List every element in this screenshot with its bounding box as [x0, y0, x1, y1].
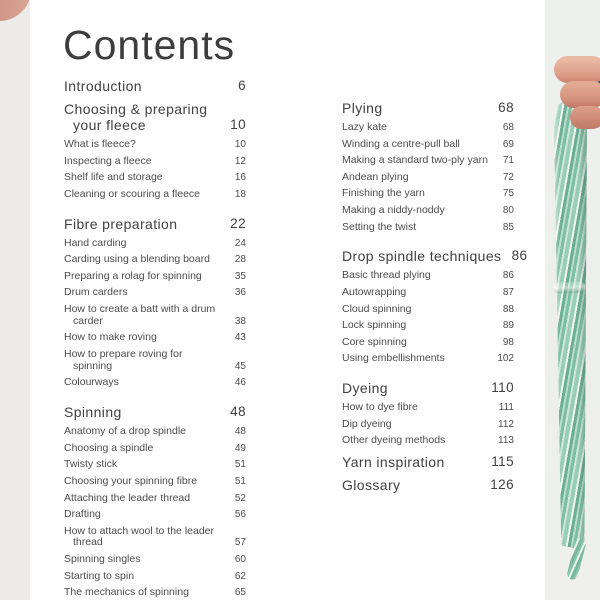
toc-heading: [64, 216, 246, 232]
toc-entry-page: 38: [234, 315, 246, 327]
toc-entry-label: Finishing the yarn: [342, 187, 425, 200]
toc-entry-label: Basic thread plying: [342, 269, 431, 282]
toc-entry: [342, 402, 514, 414]
toc-entry-page: 86: [511, 248, 528, 264]
toc-entry: [342, 304, 514, 316]
toc-entry-label: Attaching the leader thread: [64, 491, 191, 504]
toc-entry: [64, 571, 246, 583]
toc-entry-label: How to prepare roving for spinning: [64, 347, 183, 372]
toc-entry-label: Choosing a spindle: [64, 441, 154, 454]
toc-entry-page: 10: [234, 139, 246, 150]
toc-entry-page: 71: [502, 155, 514, 167]
toc-entry-page: 22: [230, 215, 246, 231]
book-page-edge: [0, 0, 30, 600]
toc-entry-label: Dyeing: [342, 380, 388, 397]
toc-entry-label: Lazy kate: [342, 121, 387, 133]
toc-entry-label: Dip dyeing: [342, 417, 392, 430]
toc-entry-label: Other dyeing methods: [342, 434, 446, 447]
toc-entry: [64, 271, 246, 283]
toc-heading: [342, 477, 514, 493]
toc-entry: [342, 270, 514, 282]
toc-entry-page: 48: [234, 426, 246, 438]
toc-entry-page: 60: [234, 554, 246, 566]
toc-entry: [342, 122, 514, 134]
toc-heading: [342, 380, 514, 396]
toc-entry: [342, 205, 514, 217]
book-page: [30, 0, 545, 600]
toc-entry-label: How to dye fibre: [342, 401, 418, 414]
toc-entry-page: 80: [502, 204, 514, 216]
toc-entry-page: 62: [234, 570, 246, 582]
toc-entry-label: Plying: [342, 100, 383, 116]
toc-entry-label: Preparing a rolag for spinning: [64, 269, 202, 282]
toc-entry-label: Andean plying: [342, 170, 409, 183]
toc-entry: [342, 287, 514, 299]
toc-heading: [64, 404, 246, 420]
toc-entry-page: 65: [234, 587, 246, 599]
toc-entry-page: 6: [238, 78, 246, 93]
toc-entry-label: Starting to spin: [64, 569, 135, 582]
toc-entry: [64, 443, 246, 455]
toc-entry-label: Choosing & preparing your fleece: [64, 101, 208, 133]
toc-entry-page: 110: [491, 380, 514, 396]
toc-entry-label: How to attach wool to the leader thread: [64, 524, 215, 549]
toc-entry: [342, 222, 514, 234]
toc-entry-page: 112: [498, 418, 514, 430]
toc-entry-label: Making a niddy-noddy: [342, 203, 445, 216]
toc-entry-label: Spinning: [64, 404, 122, 421]
toc-entry: [342, 188, 514, 200]
toc-entry-label: Cleaning or scouring a fleece: [64, 187, 200, 200]
toc-entry-label: Autowrapping: [342, 285, 407, 298]
toc-entry: [64, 476, 246, 488]
toc-entry-label: Drop spindle techniques: [342, 248, 502, 265]
hand-finger-image: [570, 106, 600, 129]
yarn-photo: [545, 0, 600, 600]
toc-column-left: [64, 78, 246, 604]
toc-entry: [64, 509, 246, 521]
toc-entry: [64, 254, 246, 266]
toc-entry-label: Colourways: [64, 376, 119, 389]
toc-entry: [342, 139, 514, 151]
toc-heading: [64, 78, 246, 94]
hand-finger-image: [560, 81, 600, 108]
toc-entry: [64, 554, 246, 566]
toc-entry-page: 18: [234, 188, 246, 200]
toc-entry-label: Hand carding: [64, 236, 127, 249]
toc-entry-page: 88: [502, 303, 514, 315]
toc-entry-page: 12: [234, 155, 246, 167]
toc-entry-page: 51: [234, 475, 246, 487]
toc-entry-label: Introduction: [64, 78, 142, 94]
toc-entry-page: 51: [234, 459, 246, 471]
toc-entry: [342, 353, 514, 365]
toc-entry-label: Choosing your spinning fibre: [64, 474, 198, 487]
toc-entry-label: Fibre preparation: [64, 215, 178, 232]
toc-entry-page: 49: [234, 442, 246, 454]
toc-entry: [64, 526, 246, 550]
page-title: Contents: [63, 22, 236, 68]
toc-entry-page: 68: [502, 122, 514, 133]
toc-entry-label: Setting the twist: [342, 220, 417, 233]
toc-entry-page: 111: [498, 402, 514, 414]
toc-entry: [342, 419, 514, 431]
toc-entry: [64, 139, 246, 151]
toc-entry: [64, 377, 246, 389]
toc-column-right: [342, 100, 528, 499]
toc-entry: [64, 238, 246, 250]
toc-entry: [64, 459, 246, 471]
toc-entry-page: 89: [502, 320, 514, 332]
toc-entry-label: Yarn inspiration: [342, 454, 445, 471]
toc-heading: [342, 454, 514, 470]
toc-entry: [64, 156, 246, 168]
toc-entry: [64, 587, 246, 599]
toc-entry-page: 72: [502, 171, 514, 183]
yarn-tie-band: [554, 281, 586, 294]
toc-entry: [64, 287, 246, 299]
toc-entry: [342, 320, 514, 332]
toc-entry: [64, 332, 246, 344]
toc-entry-label: Inspecting a fleece: [64, 154, 152, 167]
toc-entry-page: 102: [497, 353, 514, 365]
hand-finger-image: [554, 56, 600, 83]
toc-entry-label: Core spinning: [342, 335, 407, 348]
toc-entry-page: 52: [234, 492, 246, 504]
toc-entry-label: Carding using a blending board: [64, 253, 210, 266]
toc-entry-page: 43: [234, 332, 246, 344]
toc-entry-page: 45: [234, 360, 246, 372]
toc-entry-label: Lock spinning: [342, 319, 407, 332]
toc-entry-label: Winding a centre-pull ball: [342, 137, 460, 150]
toc-entry-page: 24: [234, 237, 246, 249]
toc-entry: [64, 426, 246, 438]
toc-entry: [64, 349, 246, 373]
toc-entry-page: 87: [502, 286, 514, 298]
toc-entry-label: Spinning singles: [64, 553, 141, 566]
toc-entry-page: 86: [502, 270, 514, 282]
toc-entry-label: Using embellishments: [342, 352, 445, 365]
toc-entry-page: 85: [502, 221, 514, 233]
toc-entry-label: How to make roving: [64, 331, 157, 344]
toc-entry: [342, 172, 514, 184]
toc-entry-label: Making a standard two-ply yarn: [342, 154, 488, 167]
toc-entry-page: 126: [490, 477, 514, 493]
toc-entry-page: 98: [502, 336, 514, 348]
toc-entry-label: Glossary: [342, 477, 401, 494]
toc-entry-label: The mechanics of spinning: [64, 586, 189, 599]
toc-heading: [64, 101, 246, 133]
toc-entry-page: 75: [502, 188, 514, 200]
yarn-skein-image: [554, 100, 587, 550]
toc-entry-page: 10: [230, 117, 246, 132]
toc-entry-label: Cloud spinning: [342, 302, 412, 315]
toc-entry: [64, 304, 246, 328]
toc-entry-label: What is fleece?: [64, 138, 136, 150]
toc-entry: [342, 337, 514, 349]
toc-entry-label: How to create a batt with a drum carder: [64, 302, 216, 327]
toc-entry-page: 56: [234, 509, 246, 521]
toc-entry-label: Shelf life and storage: [64, 171, 163, 184]
toc-entry-page: 113: [498, 435, 514, 447]
toc-entry-page: 68: [498, 100, 514, 115]
toc-entry-page: 57: [234, 537, 246, 549]
toc-entry: [342, 155, 514, 167]
toc-entry-label: Drafting: [64, 508, 101, 521]
toc-entry: [64, 493, 246, 505]
toc-entry: [342, 435, 514, 447]
toc-entry-page: 28: [234, 254, 246, 266]
toc-entry-page: 36: [234, 287, 246, 299]
toc-entry-label: Twisty stick: [64, 458, 118, 471]
toc-heading: [342, 100, 514, 116]
toc-entry-page: 69: [502, 138, 514, 150]
toc-entry: [64, 189, 246, 201]
toc-entry-page: 48: [230, 404, 246, 420]
toc-entry-label: Anatomy of a drop spindle: [64, 425, 186, 438]
toc-entry-page: 46: [234, 377, 246, 389]
toc-entry: [64, 172, 246, 184]
toc-entry-label: Drum carders: [64, 286, 128, 299]
toc-entry-page: 35: [234, 270, 246, 282]
toc-heading: [342, 248, 528, 265]
toc-entry-page: 16: [234, 172, 246, 184]
toc-entry-page: 115: [491, 454, 514, 470]
